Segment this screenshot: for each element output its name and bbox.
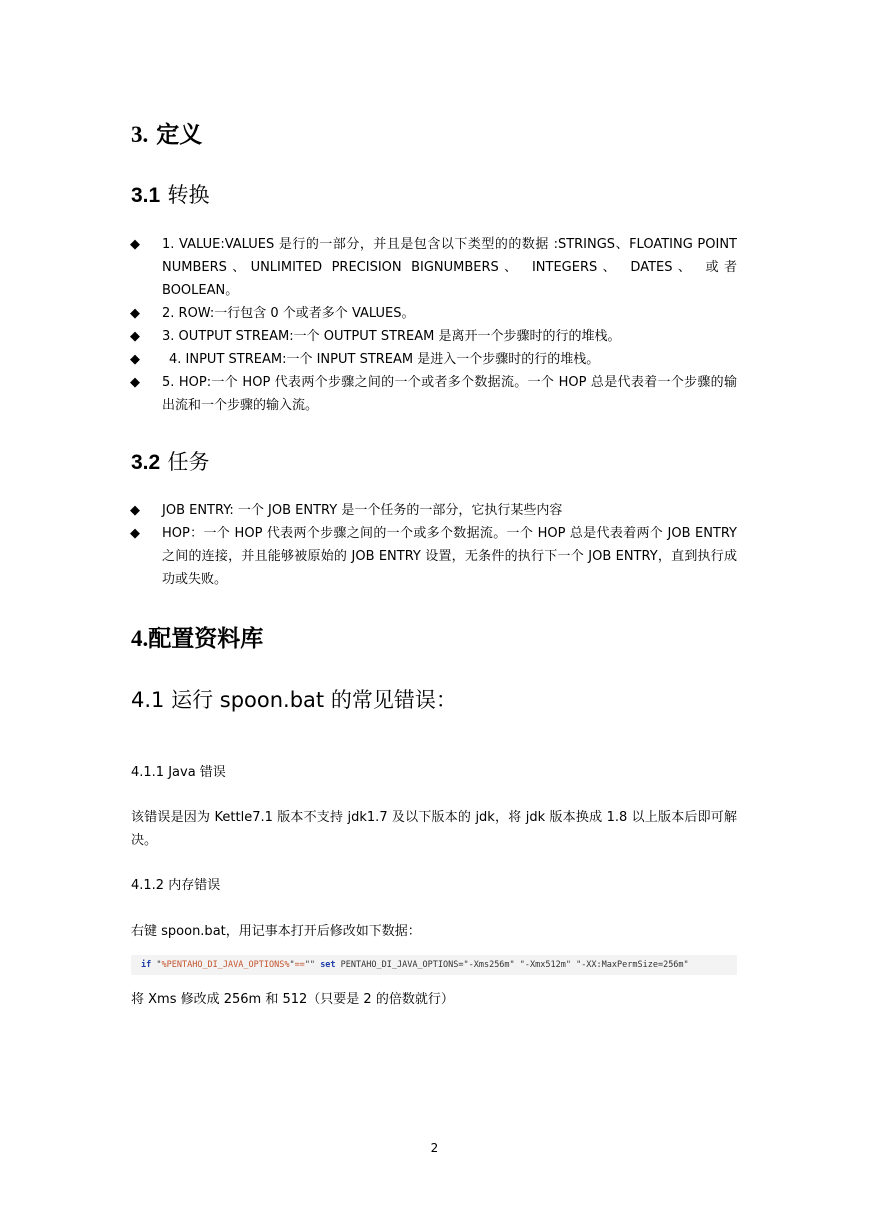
code-keyword: if xyxy=(141,960,152,970)
section-number: 3. xyxy=(131,122,149,147)
code-snippet xyxy=(131,955,737,975)
diamond-bullet-icon: ◆ xyxy=(130,352,140,367)
list-item: 3. OUTPUT STREAM:一个 OUTPUT STREAM 是离开一个步骤时的行的堆栈。 xyxy=(162,329,621,344)
page-number: 2 xyxy=(430,1141,439,1155)
section-title: 配置资料库 xyxy=(148,626,264,652)
paragraph: 右键 spoon.bat，用记事本打开后修改如下数据： xyxy=(131,924,421,939)
code-token: PENTAHO_DI_JAVA_OPTIONS="-Xms256m" "-Xmx512m" "-XX:MaxPermSize=256m" xyxy=(340,960,689,970)
list-item: JOB ENTRY: 一个 JOB ENTRY 是一个任务的一部分，它执行某些内容 xyxy=(162,503,563,518)
code-variable: %PENTAHO_DI_JAVA_OPTIONS% xyxy=(161,960,290,970)
section-number: 4. xyxy=(131,626,149,651)
code-token: "" xyxy=(304,960,316,970)
list-item: 2. ROW:一行包含 0 个或者多个 VALUES。 xyxy=(162,306,415,321)
list-item: HOP：一个 HOP 代表两个步骤之间的一个或多个数据流。一个 HOP 总是代表着两个 JOB ENTRY 之间的连接，并且能够被原始的 JOB ENTRY 设置，无条件的执行下一个 JOB ENTRY，直到执行成功或失败。 xyxy=(162,526,737,587)
section-title: 任务 xyxy=(167,450,210,474)
list-item: 4. INPUT STREAM:一个 INPUT STREAM 是进入一个步骤时的行的堆栈。 xyxy=(169,352,600,367)
code-token: " xyxy=(156,960,162,970)
section-number: 3.1 xyxy=(131,184,161,207)
paragraph: 将 Xms 修改成 256m 和 512（只要是 2 的倍数就行） xyxy=(131,992,454,1007)
subsection-heading-4-1-1: 4.1.1 Java 错误 xyxy=(131,765,226,780)
diamond-bullet-icon: ◆ xyxy=(130,329,140,344)
diamond-bullet-icon: ◆ xyxy=(130,375,140,390)
list-item: 5. HOP:一个 HOP 代表两个步骤之间的一个或者多个数据流。一个 HOP 总是代表着一个步骤的输出流和一个步骤的输入流。 xyxy=(162,375,737,413)
diamond-bullet-icon: ◆ xyxy=(130,526,140,541)
section-number: 3.2 xyxy=(131,451,161,474)
section-heading-4 xyxy=(131,620,263,653)
paragraph: 该错误是因为 Kettle7.1 版本不支持 jdk1.7 及以下版本的 jdk，将 jdk 版本换成 1.8 以上版本后即可解决。 xyxy=(131,810,737,848)
list-item: 1. VALUE:VALUES 是行的一部分，并且是包含以下类型的的数据 :STRINGS、FLOATING POINT NUMBERS、UNLIMITED PRECISION BIGNUMBERS、 INTEGERS、 DATES、 或者 BOOLEAN。 xyxy=(162,237,737,298)
section-number: 4.1 xyxy=(131,688,165,712)
code-keyword: set xyxy=(320,960,336,970)
diamond-bullet-icon: ◆ xyxy=(130,503,140,518)
section-title: 转换 xyxy=(167,183,210,207)
code-operator: == xyxy=(294,960,305,970)
diamond-bullet-icon: ◆ xyxy=(130,237,140,252)
diamond-bullet-icon: ◆ xyxy=(130,306,140,321)
subsection-heading-4-1-2: 4.1.2 内存错误 xyxy=(131,878,221,893)
section-title: 定义 xyxy=(156,122,203,148)
section-heading-3-1 xyxy=(131,179,210,209)
section-heading-3-2 xyxy=(131,446,210,476)
code-token: " xyxy=(289,960,295,970)
section-title: 运行 spoon.bat 的常见错误： xyxy=(171,688,457,712)
section-heading-3 xyxy=(131,116,202,149)
section-heading-4-1 xyxy=(131,684,457,714)
